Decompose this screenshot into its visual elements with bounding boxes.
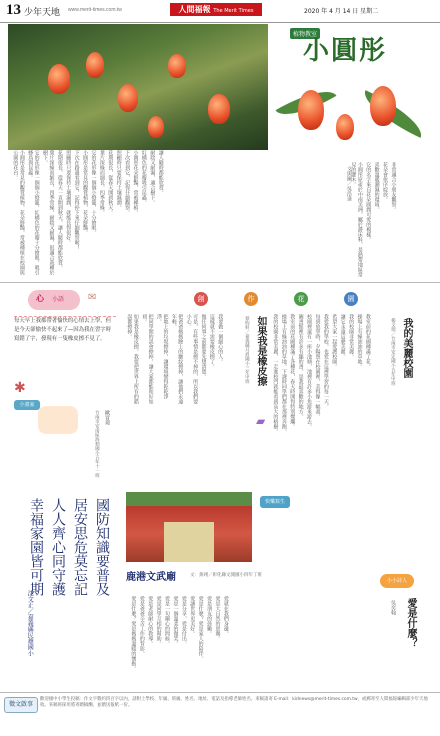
- small-painter-badge: 小畫家: [14, 400, 40, 410]
- kid-school: 台南市安南區海佃國小五年十一班: [94, 410, 100, 478]
- creative-char-4: 園: [344, 292, 358, 306]
- dragonfly-icon: ✱: [14, 380, 26, 396]
- story1-title: 我的美麗校園: [401, 318, 412, 378]
- slogan-line-1: 國防知識要普及: [94, 498, 110, 596]
- section-divider: [0, 282, 440, 283]
- slogan-line-4: 幸福家園皆可期: [28, 498, 44, 596]
- poem-title: 愛是什麼？: [405, 598, 416, 648]
- plant-photo: [8, 24, 268, 150]
- feature-tag: 植物教室: [290, 28, 320, 39]
- kid-author: 歐冒璟: [104, 410, 110, 425]
- website-url[interactable]: www.merit-times.com.tw: [68, 7, 122, 13]
- page-number: 13: [6, 2, 21, 18]
- creative-char-2: 作: [244, 292, 258, 306]
- slogan-signature: 沈文正／嘉義縣民雄國小: [26, 590, 34, 656]
- story2-author: 蔡昀軒／嘉義縣月眉國小三年甲班: [244, 316, 250, 384]
- section-title: 少年天地: [24, 8, 61, 18]
- temple-drawing: [126, 492, 252, 562]
- temple-caption: 鹿港文武廟: [126, 572, 176, 583]
- creative-garden-bar: [170, 288, 390, 310]
- poem-author: 吳奕翰: [390, 600, 396, 615]
- poem-text: 愛是什麼？愛是媽媽溫暖的懷抱。 愛是爸爸辛苦工作的背影。 愛是老師耐心的教導。 愛是同學互相的幫助。 愛是一句關心的問候。 愛是一個溫柔的微笑。 愛是分享，愛是付出。 愛讓世界更美好。 愛是什麼？愛是家人的陪伴。 愛是朋友的鼓勵。 愛是大自然的恩賜。 愛就在我們身邊。: [130, 596, 229, 671]
- heart-label: 心: [36, 294, 44, 303]
- kid-drawing: [38, 406, 78, 434]
- feature-article-intro: 小圓彤原產於中南美洲，屬於爵床科，是熱帶地區常見的灌木。 它的名字來自花朵圓潤可愛的模樣。 喜歡溫暖潮濕的環境。 花朵會依序綻放。 非常適合小朋友觀察。: [350, 162, 397, 277]
- eraser-icon: ▰: [256, 414, 266, 428]
- story1-text: 我的校園非常美麗，一走進校門就能看到高大的榕樹。 操場上有綠油油的草地，下課時同學們都在那裡奔跑。 教室前的花圃種滿了各種花，春天時開得特別燦爛。 圖書館裡有許多有趣的書，是我最喜歡的地方。 校園裡還有一座小池塘，池裡有許多小魚游來游去。 每到放學時，夕陽照在校園裡，美得像一幅畫。 我愛我的學校，也愛在這裡學習的每一天。 希望大家一起愛護校園。 讓它永遠這麼美麗。 我的校園非常美麗。 操場上有綠油油的草地。 教室前的花圃種滿了花。: [272, 314, 371, 434]
- sketch-tag: 快樂寫生: [260, 496, 290, 508]
- slogan-line-3: 人人齊心同守護: [50, 498, 66, 596]
- issue-date: 2020 年 4 月 14 日 星期二: [304, 8, 379, 15]
- short-essay: 每天早上我都帶著愉快的心情去上學，但是今天卻愉快不起來了—因為我在習字時寫錯了字，發現有一隻橡皮擦不見了。: [14, 316, 116, 417]
- temple-credit: 文：黃翊／彰化縣文開國小四年丁班: [190, 573, 262, 578]
- feature-article-text: 小圓彤是常見的觀賞植物，花朵鮮豔，常被種植在校園與公園的花台。 它的花形像一個個小燈籠，紅橘色的花瓣十分搶眼，吸引蜂鳥與昆蟲。 葉片深綠而細長，四季常綠，耐陰又耐濕，很適合栽種於樹下。 花期很長，從春天一直開到秋天，讓人隨時都能欣賞。 照顧時只要保持土壤濕潤，就能長得很好。 下次在路邊看到它，記得停下來仔細觀察喔！ 小圓彤是常見的觀賞植物，花朵鮮豔。 它的花形像一個個小燈籠，十分搶眼。 葉片深綠而細長，四季常綠。 花期很長，從春天開到秋天。 照顧時只要保持土壤濕潤。 下次看到它，記得仔細觀察。 小圓彤花朵鮮豔，常被種植。 紅橘色的花瓣吸引昆蟲。 耐陰又耐濕，適合樹下。 讓人隨時都能欣賞。: [12, 150, 164, 275]
- newspaper-logo: 人間福報 The Merit Times: [170, 3, 262, 16]
- envelope-icon: ✉: [88, 292, 97, 303]
- story2-text: 如果我是橡皮擦，我要把世界上所有的錯誤都擦掉。 把同學間的誤會擦掉，讓大家都能和好如初。 把地上的垃圾擦掉，讓環境變得乾乾淨淨。 把爸爸媽媽臉上的皺紋擦掉，讓他們永遠年輕。 可是，有些事情是擦不掉的，所以我們要小心。 做任何事之前都要先想清楚。 這樣就不需要橡皮擦了。 我要做一個細心的人。: [126, 314, 224, 404]
- heart-label-2: 小語: [52, 296, 65, 303]
- submission-label: 徵文啟事: [4, 697, 38, 713]
- photo-credit: 文與圖／吳沿逢: [346, 166, 352, 201]
- feature-title: 小圓彤: [303, 36, 388, 66]
- poem-badge: 小小詩人: [380, 574, 414, 588]
- creative-char-1: 創: [194, 292, 208, 306]
- story1-author: 楊文瑞／台南市安定國小五年甲班: [390, 318, 396, 386]
- submission-notice: 歡迎國中小學生投稿：作文字數約四百字以內，請附上學校、年級、班級、姓名、地址、電話及指導老師姓名。來稿請寄 E-mail：kidnews@merit-times.com.tw，或郵寄至人間福報編輯部少年天地收。來稿經採用將寄贈稿酬，並贈送報紙一份。: [40, 697, 428, 708]
- page-header: [0, 0, 440, 23]
- slogan-line-2: 居安思危莫忘記: [72, 498, 88, 596]
- creative-char-3: 花: [294, 292, 308, 306]
- story2-title: 如果我是橡皮擦: [255, 316, 266, 386]
